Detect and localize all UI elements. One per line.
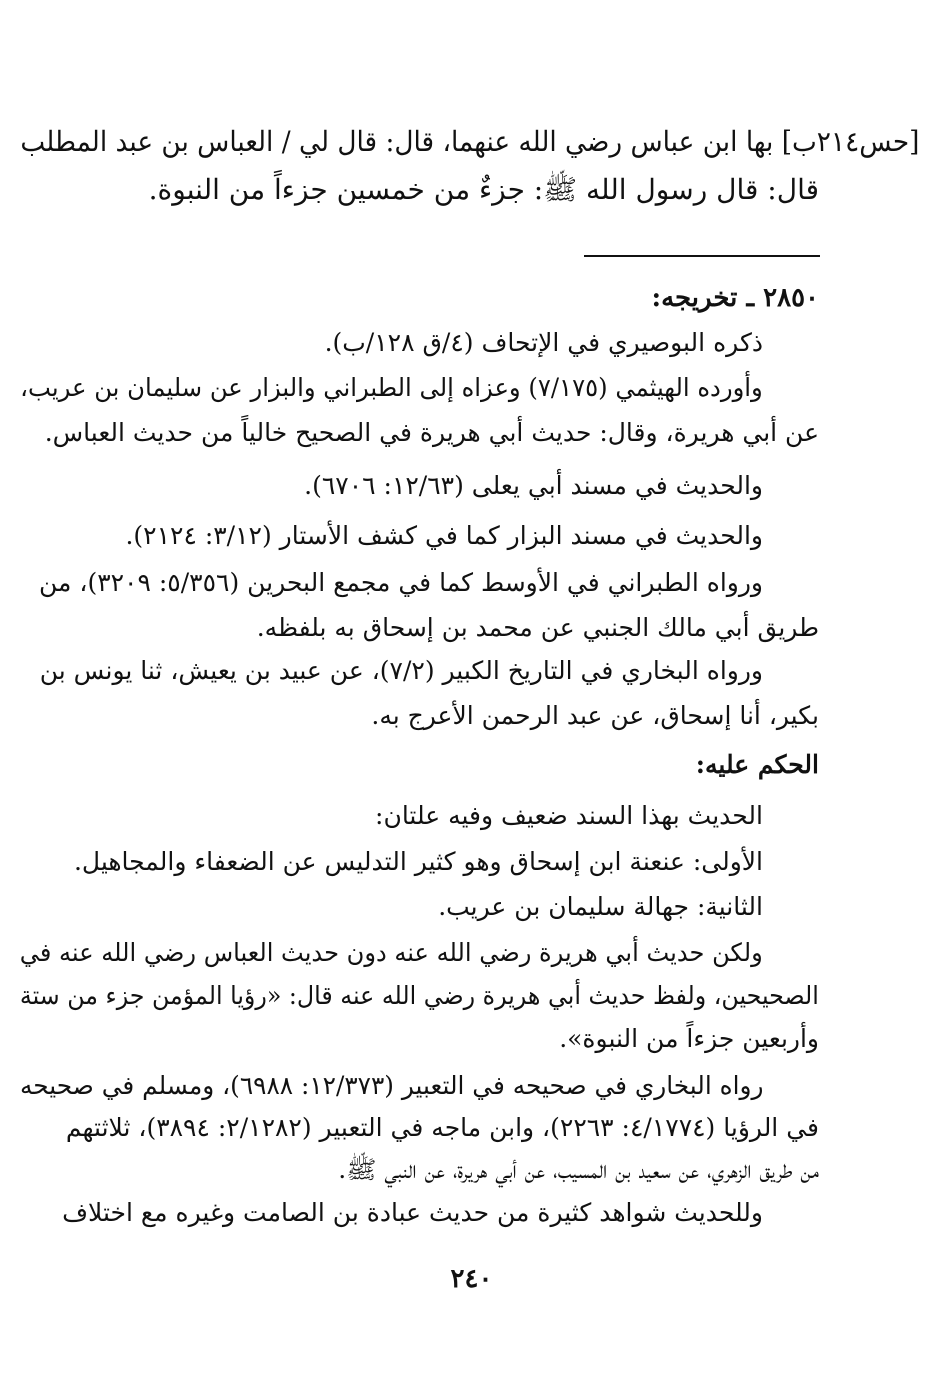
body-line-4: والحديث في مسند أبي يعلى (١٢/٦٣: ٦٧٠٦). (304, 471, 763, 500)
page-number: ٢٤٠ (450, 1264, 493, 1294)
ruling-line-9: من طريق الزهري، عن سعيد بن المسيب، عن أبي هريرة، عن النبي ﷺ. (338, 1155, 819, 1184)
ruling-line-7: رواه البخاري في صحيحه في التعبير (١٢/٣٧٣: ٦٩٨٨)، ومسلم في صحيحه (19, 1071, 763, 1100)
ruling-line-2: الأولى: عنعنة ابن إسحاق وهو كثير التدليس عن الضعفاء والمجاهيل. (73, 847, 763, 876)
body-line-6: ورواه الطبراني في الأوسط كما في مجمع البحرين (٥/٣٥٦: ٣٢٠٩)، من (39, 568, 763, 597)
body-line-8: ورواه البخاري في التاريخ الكبير (٧/٢)، عن عبيد بن يعيش، ثنا يونس بن (39, 656, 763, 685)
ruling-line-4: ولكن حديث أبي هريرة رضي الله عنه دون حديث العباس رضي الله عنه في (20, 938, 763, 967)
body-line-9: بكير، أنا إسحاق، عن عبد الرحمن الأعرج به. (371, 701, 819, 730)
footnote-separator (584, 255, 820, 257)
body-line-1: ذكره البوصيري في الإتحاف (٤/ق ١٢٨/ب). (324, 328, 763, 357)
ruling-line-6: وأربعين جزءاً من النبوة». (559, 1024, 819, 1053)
header-line-2: قال: قال رسول الله ﷺ: جزءٌ من خمسين جزءاً من النبوة. (148, 173, 819, 206)
ruling-title: الحكم عليه: (695, 750, 819, 779)
ruling-line-1: الحديث بهذا السند ضعيف وفيه علتان: (375, 801, 763, 830)
ruling-line-5: الصحيحين، ولفظ حديث أبي هريرة رضي الله عنه قال: «رؤيا المؤمن جزء من ستة (20, 981, 819, 1010)
ruling-line-10: وللحديث شواهد كثيرة من حديث عبادة بن الصامت وغيره مع اختلاف (62, 1198, 763, 1227)
body-line-7: طريق أبي مالك الجنبي عن محمد بن إسحاق به بلفظه. (256, 613, 819, 642)
body-line-2: وأورده الهيثمي (٧/١٧٥) وعزاه إلى الطبراني والبزار عن سليمان بن عريب، (20, 373, 763, 402)
body-line-5: والحديث في مسند البزار كما في كشف الأستار (٣/١٢: ٢١٢٤). (125, 521, 763, 550)
ruling-line-3: الثانية: جهالة سليمان بن عريب. (438, 892, 763, 921)
body-line-3: عن أبي هريرة، وقال: حديث أبي هريرة في الصحيح خالياً من حديث العباس. (44, 418, 819, 447)
header-line-1: [حس٢١٤ب] بها ابن عباس رضي الله عنهما، قال: قال لي / العباس بن عبد المطلب (19, 125, 919, 158)
section-title: ٢٨٥٠ ـ تخريجه: (651, 283, 819, 313)
ruling-line-8: في الرؤيا (٤/١٧٧٤: ٢٢٦٣)، وابن ماجه في التعبير (٢/١٢٨٢: ٣٨٩٤)، ثلاثتهم (65, 1113, 819, 1142)
